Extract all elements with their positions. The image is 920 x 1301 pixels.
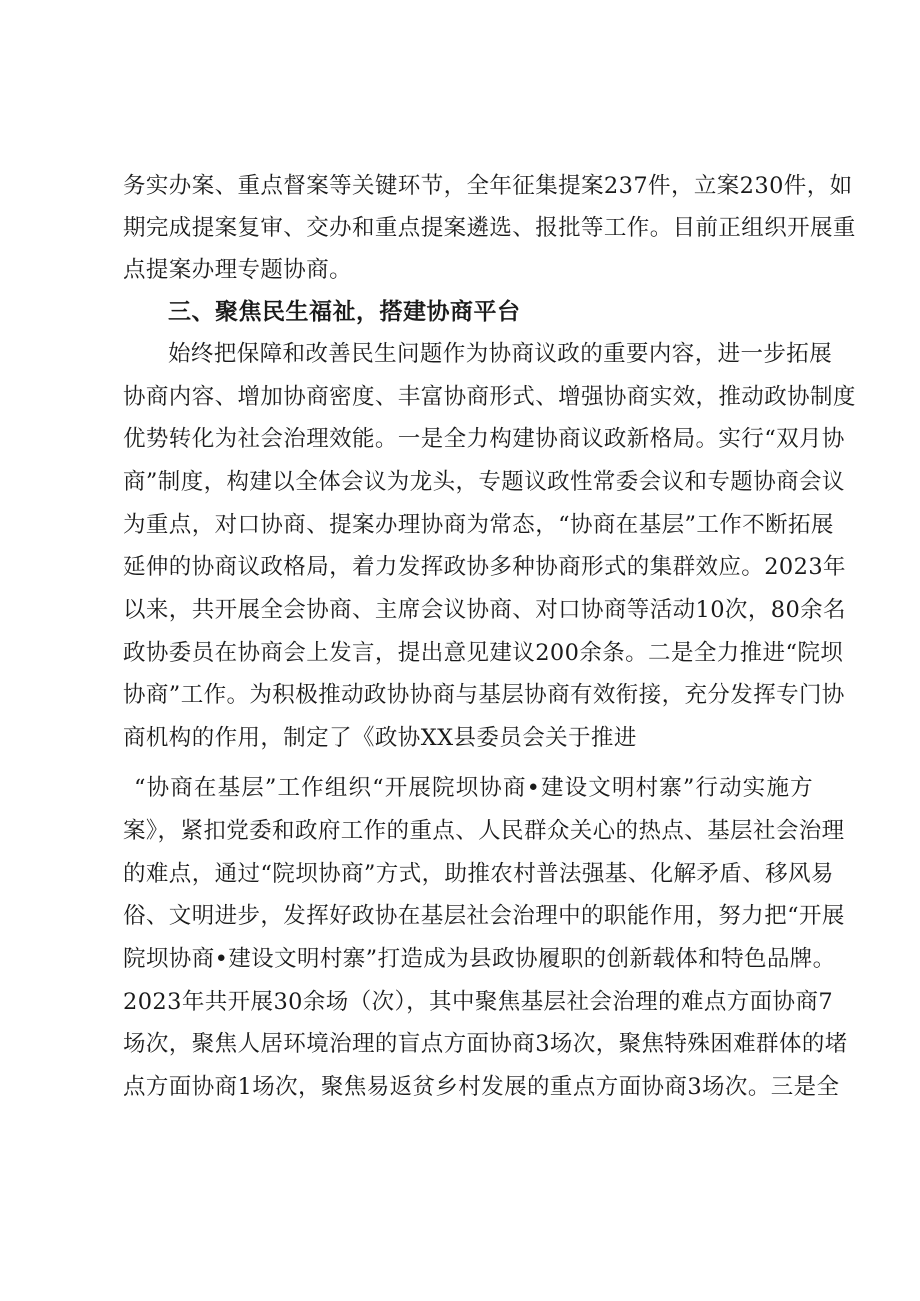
paragraph-2-line-8: 政协委员在协商会上发言，提出意见建议200余条。二是全力推进“院坝 (123, 640, 844, 666)
paragraph-3-line-2: 案》，紧扣党委和政府工作的重点、人民群众关心的热点、基层社会治理 (123, 818, 845, 844)
paragraph-2-line-1: 始终把保障和改善民生问题作为协商议政的重要内容，进一步拓展 (168, 341, 833, 367)
paragraph-2-line-2: 协商内容、增加协商密度、丰富协商形式、增强协商实效，推动政协制度 (123, 384, 856, 410)
paragraph-2-line-5: 为重点，对口协商、提案办理协商为常态，“协商在基层”工作不断拓展 (123, 512, 834, 538)
paragraph-2-line-3: 优势转化为社会治理效能。一是全力构建协商议政新格局。实行“双月协 (123, 426, 845, 452)
paragraph-3-line-3: 的难点，通过“院坝协商”方式，助推农村普法强基、化解矛盾、移风易 (123, 861, 834, 887)
paragraph-2-line-7: 以来，共开展全会协商、主席会议协商、对口协商等活动10次，80余名 (123, 597, 846, 623)
paragraph-2-line-4: 商”制度，构建以全体会议为龙头，专题议政性常委会议和专题协商会议 (123, 469, 845, 495)
paragraph-1-line-3: 点提案办理专题协商。 (123, 257, 353, 283)
paragraph-2-line-10: 商机构的作用，制定了《政协XX县委员会关于推进 (123, 725, 637, 751)
paragraph-2-line-9: 协商”工作。为积极推动政协协商与基层协商有效衔接，充分发挥专门协 (123, 682, 845, 708)
paragraph-3-line-5: 院坝协商•建设文明村寨”打造成为县政协履职的创新载体和特色品牌。 (123, 946, 836, 972)
paragraph-3-line-1: “协商在基层”工作组织“开展院坝协商•建设文明村寨”行动实施方 (134, 775, 813, 801)
paragraph-3-line-4: 俗、文明进步，发挥好政协在基层社会治理中的职能作用，努力把“开展 (123, 903, 845, 929)
paragraph-3-line-6: 2023年共开展30余场（次），其中聚焦基层社会治理的难点方面协商7 (123, 989, 834, 1015)
paragraph-3-line-8: 点方面协商1场次，聚焦易返贫乡村发展的重点方面协商3场次。三是全 (123, 1074, 840, 1100)
section-3-heading: 三、聚焦民生福祉，搭建协商平台 (168, 299, 521, 325)
paragraph-1-line-2: 期完成提案复审、交办和重点提案遴选、报批等工作。目前正组织开展重 (123, 215, 856, 241)
paragraph-3-line-7: 场次，聚焦人居环境治理的盲点方面协商3场次，聚焦特殊困难群体的堵 (123, 1031, 848, 1057)
paragraph-2-line-6: 延伸的协商议政格局，着力发挥政协多种协商形式的集群效应。2023年 (123, 554, 846, 580)
paragraph-1-line-1: 务实办案、重点督案等关键环节，全年征集提案237件，立案230件，如 (123, 173, 853, 199)
